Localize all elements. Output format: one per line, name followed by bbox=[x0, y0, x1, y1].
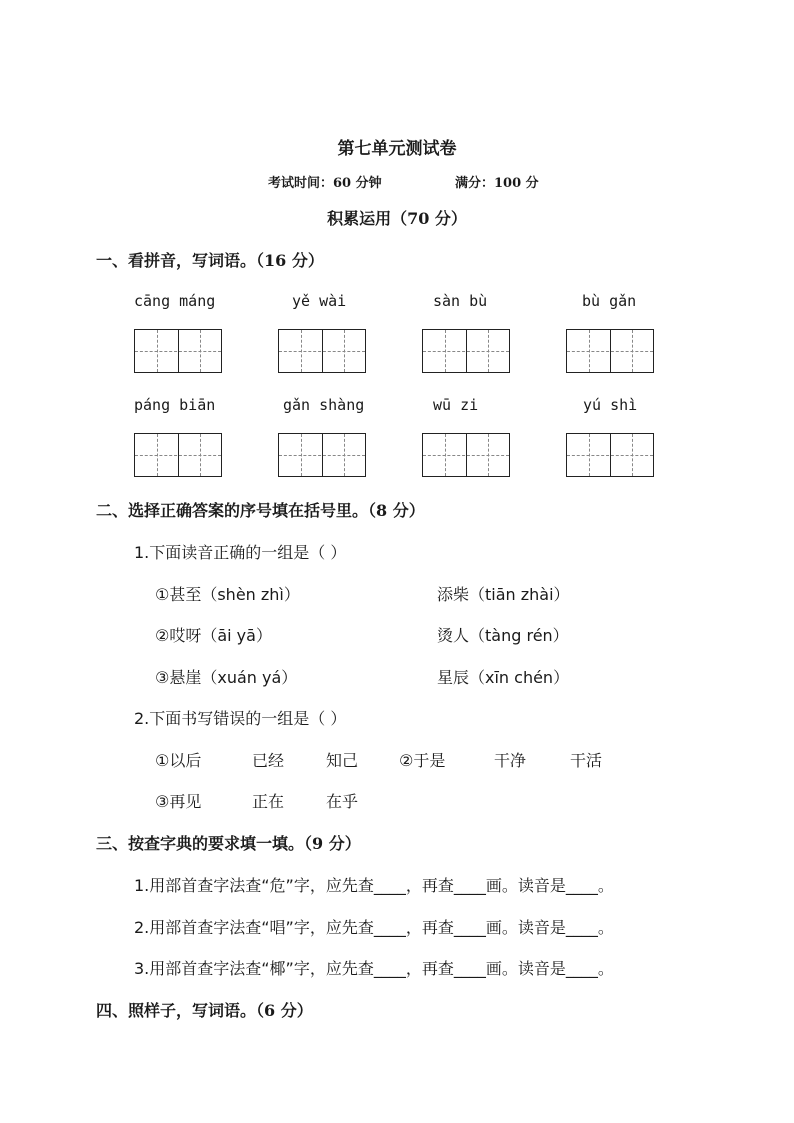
question-2-1-stem: 1.下面读音正确的一组是（ ） bbox=[134, 543, 347, 562]
fill-line-3[interactable]: 3.用部首查字法查“椰”字，应先查____，再查____画。读音是____。 bbox=[134, 959, 614, 978]
writing-grid-3[interactable] bbox=[422, 329, 510, 373]
word: ①以后 bbox=[155, 751, 202, 770]
word: 正在 bbox=[252, 792, 285, 811]
writing-grid-5[interactable] bbox=[134, 433, 222, 477]
writing-grid-8[interactable] bbox=[566, 433, 654, 477]
part-title: 积累运用（70 分） bbox=[327, 209, 467, 228]
writing-grid-7[interactable] bbox=[422, 433, 510, 477]
option-text: ②哎呀（āi yā） bbox=[155, 626, 272, 645]
question-2-2-stem: 2.下面书写错误的一组是（ ） bbox=[134, 709, 347, 728]
word: ②于是 bbox=[399, 751, 446, 770]
writing-grid-1[interactable] bbox=[134, 329, 222, 373]
writing-grid-4[interactable] bbox=[566, 329, 654, 373]
option-text: 烫人（tàng rén） bbox=[437, 626, 569, 645]
section4-heading: 四、照样子，写词语。（6 分） bbox=[96, 1001, 313, 1020]
section3-heading: 三、按查字典的要求填一填。（9 分） bbox=[96, 834, 361, 853]
pinyin-5: páng biān bbox=[134, 396, 216, 414]
section1-heading: 一、看拼音，写词语。（16 分） bbox=[96, 251, 324, 270]
pinyin-3: sàn bù bbox=[433, 292, 488, 310]
pinyin-8: yú shì bbox=[583, 396, 638, 414]
word: 已经 bbox=[252, 751, 285, 770]
pinyin-4: bù gǎn bbox=[582, 292, 637, 310]
writing-grid-2[interactable] bbox=[278, 329, 366, 373]
word: 干净 bbox=[494, 751, 527, 770]
option-text: ①甚至（shèn zhì） bbox=[155, 585, 300, 604]
exam-time: 考试时间：60 分钟 bbox=[268, 176, 382, 191]
fill-line-1[interactable]: 1.用部首查字法查“危”字，应先查____，再查____画。读音是____。 bbox=[134, 876, 614, 895]
fill-line-2[interactable]: 2.用部首查字法查“唱”字，应先查____，再查____画。读音是____。 bbox=[134, 918, 614, 937]
word: 知己 bbox=[326, 751, 359, 770]
option-text: 星辰（xīn chén） bbox=[437, 668, 570, 687]
section2-heading: 二、选择正确答案的序号填在括号里。（8 分） bbox=[96, 501, 425, 520]
word: ③再见 bbox=[155, 792, 202, 811]
pinyin-7: wū zi bbox=[433, 396, 479, 414]
pinyin-2: yě wài bbox=[292, 292, 347, 310]
pinyin-6: gǎn shàng bbox=[283, 396, 365, 414]
word: 干活 bbox=[570, 751, 603, 770]
option-text: 添柴（tiān zhài） bbox=[437, 585, 570, 604]
option-text: ③悬崖（xuán yá） bbox=[155, 668, 298, 687]
page-title: 第七单元测试卷 bbox=[337, 139, 457, 159]
pinyin-1: cāng máng bbox=[134, 292, 216, 310]
word: 在乎 bbox=[326, 792, 359, 811]
full-score: 满分：100 分 bbox=[455, 176, 539, 191]
writing-grid-6[interactable] bbox=[278, 433, 366, 477]
